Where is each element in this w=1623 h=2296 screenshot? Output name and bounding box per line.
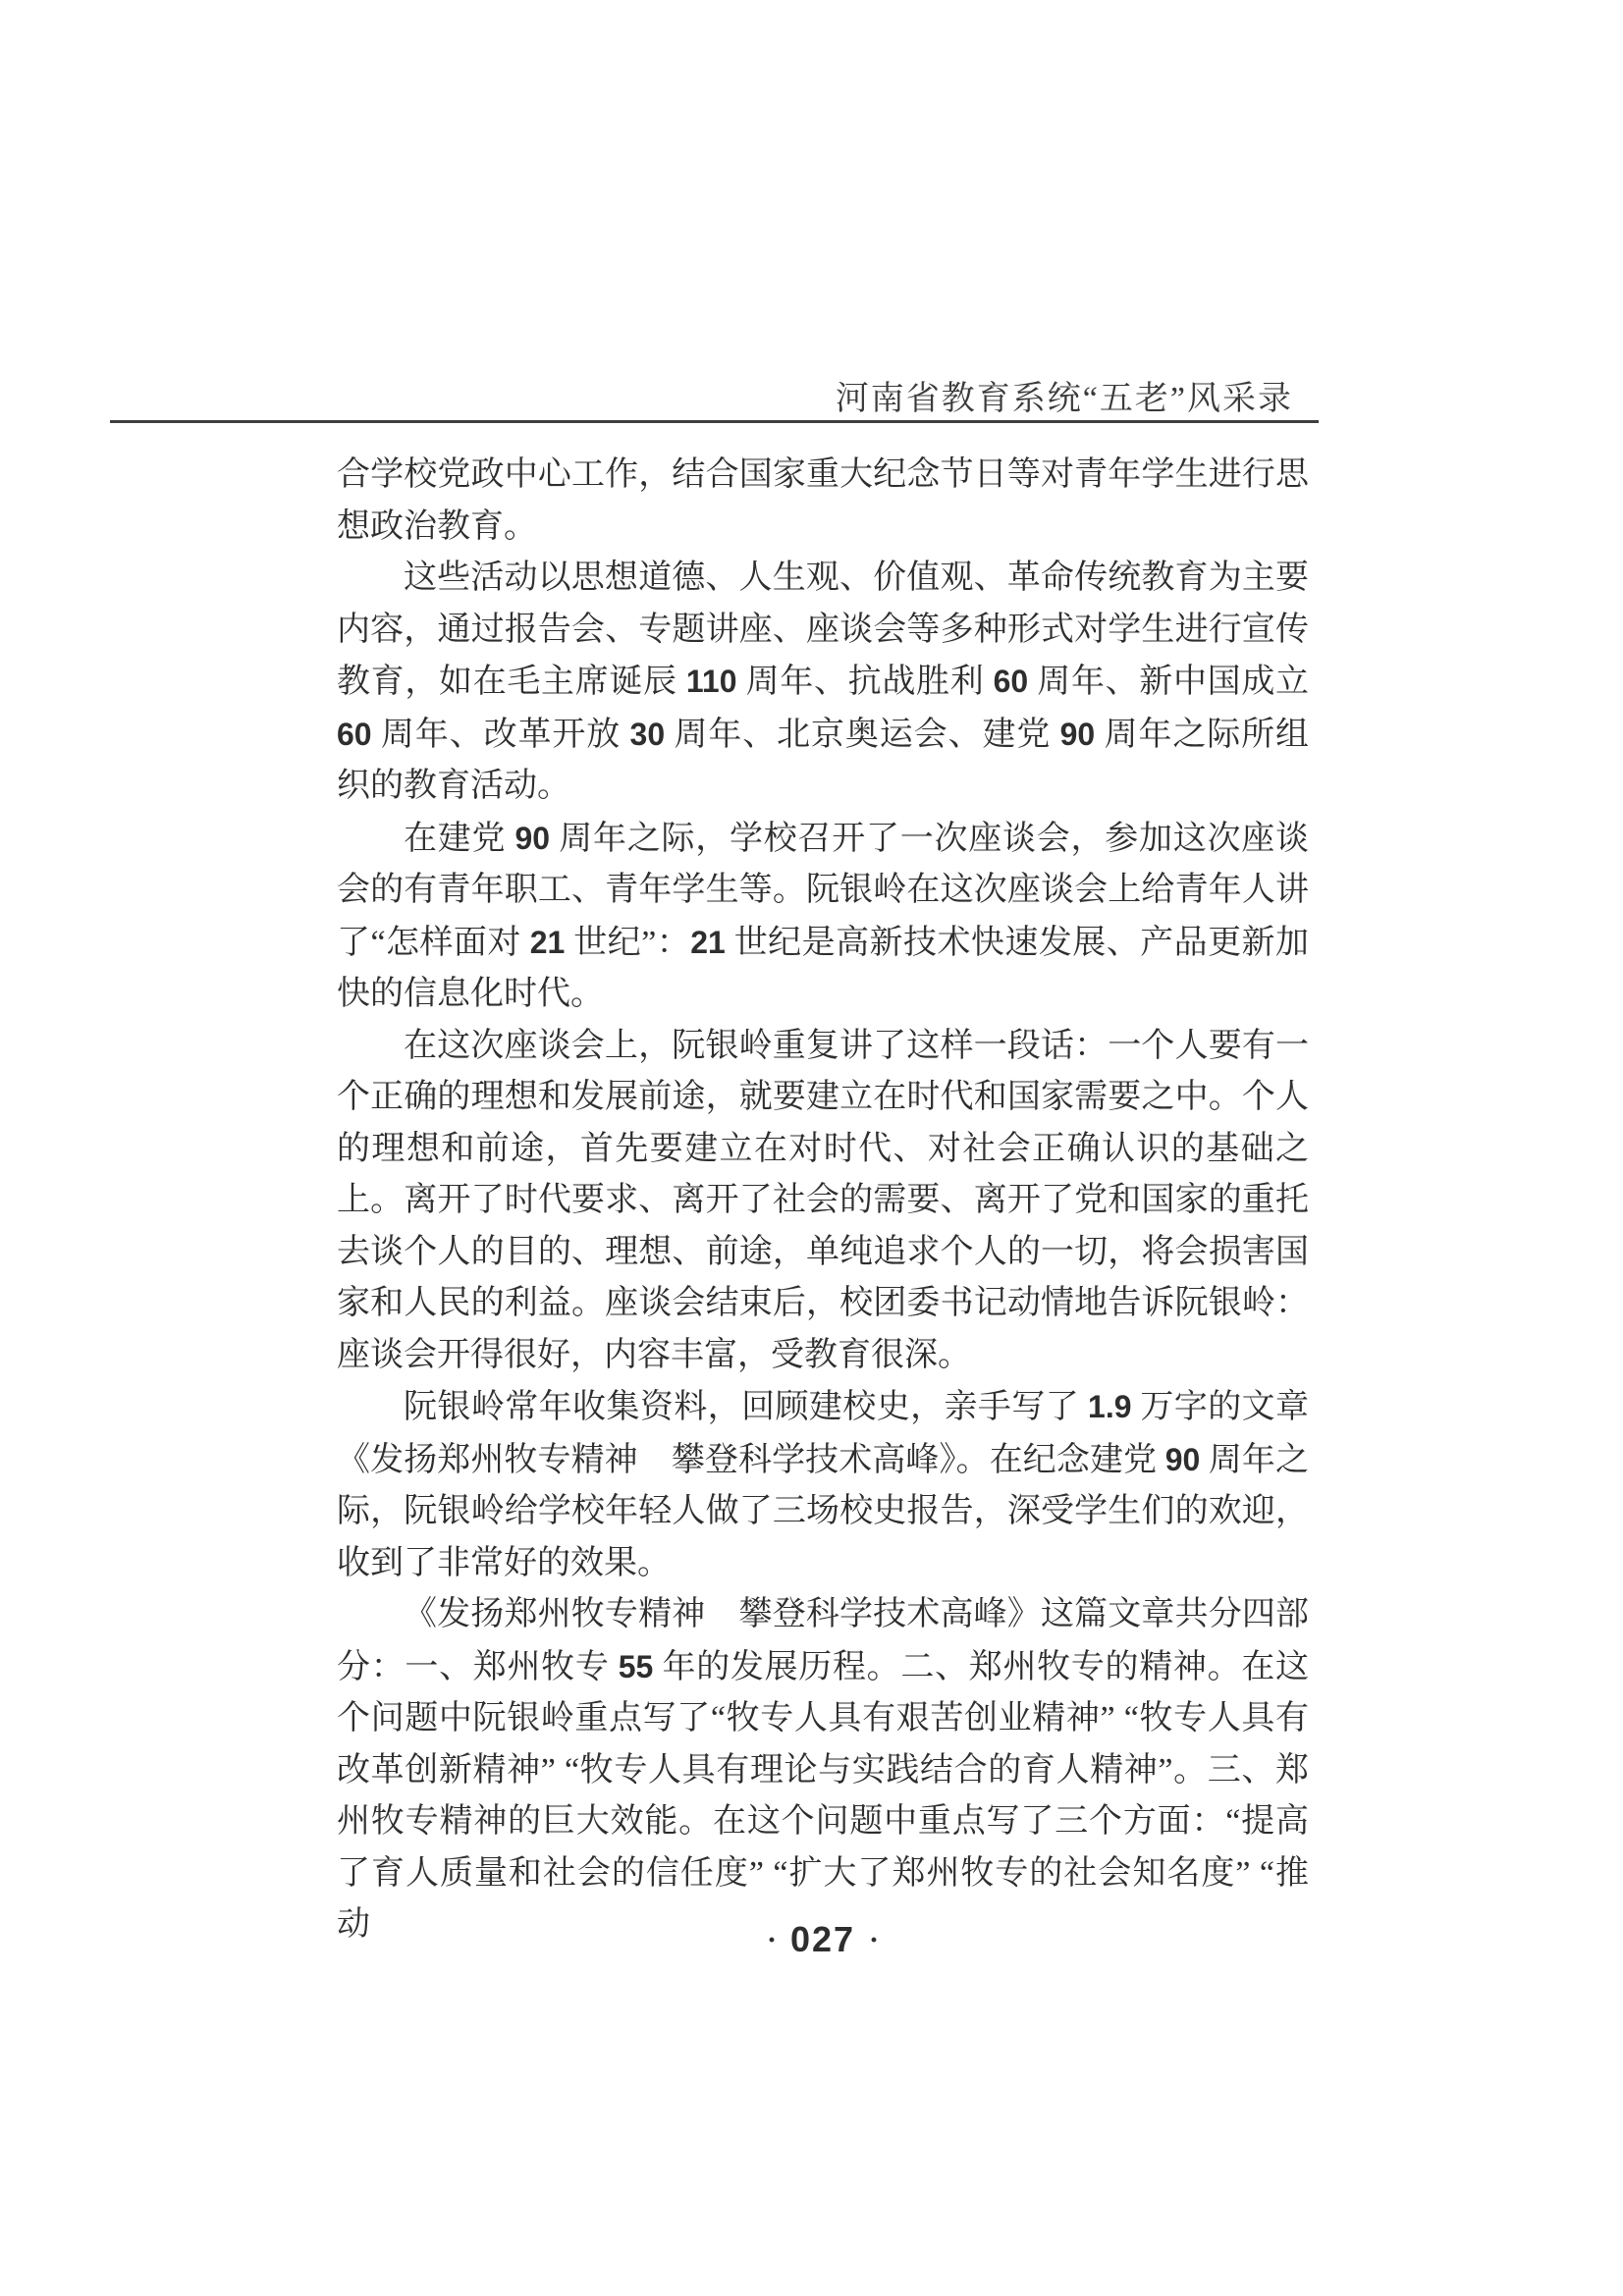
- numeral: 21: [529, 924, 566, 960]
- paragraph: 合学校党政中心工作，结合国家重大纪念节日等对青年学生进行思想政治教育。: [337, 456, 1309, 545]
- body-text: [337, 450, 1309, 1951]
- paragraph: 在建党 90 周年之际，学校召开了一次座谈会，参加这次座谈会的有青年职工、青年学生等。阮银岭在这次座谈会上给青年人讲了“怎样面对 21 世纪”：21 世纪是高新技术快速发展、产品更新加快的信息化时代。: [337, 820, 1310, 1012]
- page-number: 027: [789, 1919, 856, 1959]
- running-head-title: 河南省教育系统“五老”风采录: [835, 381, 1293, 417]
- paragraph: 阮银岭常年收集资料，回顾建校史，亲手写了 1.9 万字的文章《发扬郑州牧专精神 攀登科学技术高峰》。在纪念建党 90 周年之际，阮银岭给学校年轻人做了三场校史报告，深受学生们的欢迎，收到了非常好的效果。: [337, 1389, 1310, 1581]
- numeral: 90: [514, 820, 551, 856]
- numeral: 55: [618, 1648, 654, 1684]
- paragraph: 《发扬郑州牧专精神 攀登科学技术高峰》这篇文章共分四部分：一、郑州牧专 55 年的发展历程。二、郑州牧专的精神。在这个问题中阮银岭重点写了“牧专人具有艰苦创业精神” “牧专人具有改革创新精神” “牧专人具有理论与实践结合的育人精神”。三、郑州牧专精神的巨大效能。在这个问题中重点写了三个方面：“提高了育人质量和社会的信任度” “扩大了郑州牧专的社会知名度” “推动: [337, 1596, 1310, 1943]
- paragraph: 在这次座谈会上，阮银岭重复讲了这样一段话：一个人要有一个正确的理想和发展前途，就要建立在时代和国家需要之中。个人的理想和前途，首先要建立在对时代、对社会正确认识的基础之上。离开了时代要求、离开了社会的需要、离开了党和国家的重托去谈个人的目的、理想、前途，单纯追求个人的一切，将会损害国家和人民的利益。座谈会结束后，校团委书记动情地告诉阮银岭：座谈会开得很好，内容丰富，受教育很深。: [337, 1027, 1309, 1373]
- numeral: 1.9: [1088, 1389, 1132, 1424]
- numeral: 30: [629, 716, 666, 752]
- numeral: 90: [1059, 716, 1096, 752]
- numeral: 110: [685, 664, 737, 699]
- numeral: 90: [1164, 1441, 1201, 1477]
- footer-right-dot: ·: [869, 1924, 880, 1956]
- footer-left-dot: ·: [766, 1924, 777, 1956]
- paragraph: 这些活动以思想道德、人生观、价值观、革命传统教育为主要内容，通过报告会、专题讲座、座谈会等多种形式对学生进行宣传教育，如在毛主席诞辰 110 周年、抗战胜利 60 周年、新中国成立 60 周年、改革开放 30 周年、北京奥运会、建党 90 周年之际所组织的教育活动。: [337, 560, 1310, 804]
- numeral: 21: [690, 924, 726, 960]
- numeral: 60: [337, 716, 372, 752]
- header-rule: [110, 420, 1319, 423]
- page-footer: [337, 1914, 1309, 1966]
- numeral: 60: [993, 664, 1029, 699]
